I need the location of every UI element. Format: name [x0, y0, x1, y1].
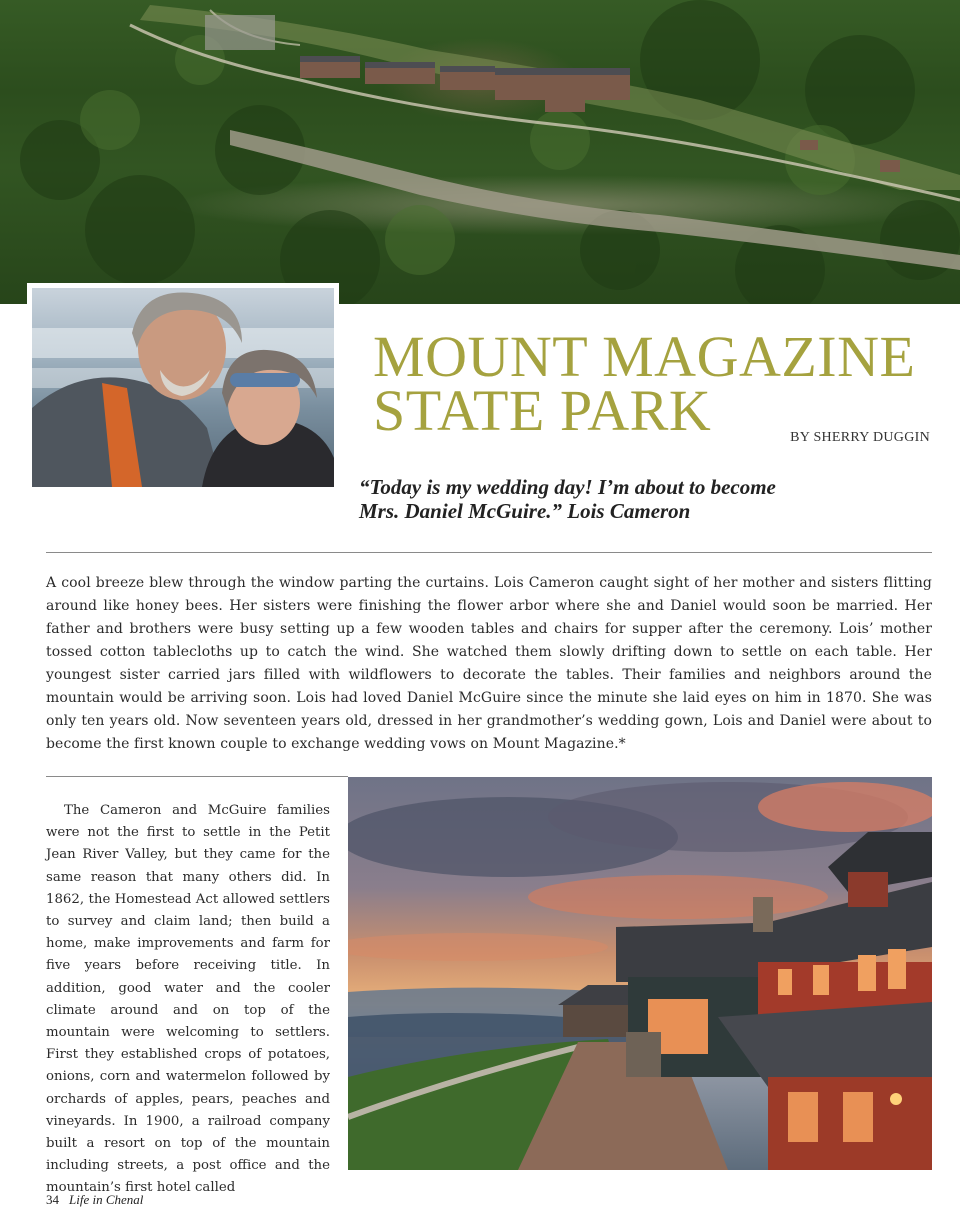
title-line-1: MOUNT MAGAZINE: [373, 324, 916, 389]
pull-quote: [359, 475, 879, 523]
aerial-photo-illustration: [0, 0, 960, 304]
lodge-sunset-photo: [348, 777, 932, 1170]
lodge-illustration: [348, 777, 932, 1170]
divider-top: [46, 552, 932, 553]
body-paragraph: The Cameron and McGuire families were not the first to settle in the Petit Jean River Valley, but they came for the same reason that many others did. In 1862, the Homestead Act allowed settlers to survey and claim land; then build a home, make improvements and farm for five years before receiving title. In addition, good water and the cooler climate around and on top of the mountain were welcoming to settlers. First they established crops of potatoes, onions, corn and watermelon followed by orchards of apples, pears, peaches and vineyards. In 1900, a railroad company built a resort on top of the mountain including streets, a post office and the mountain’s first hotel called: [46, 803, 330, 1196]
magazine-name: Life in Chenal: [69, 1192, 144, 1207]
aerial-photo: [0, 0, 960, 304]
intro-paragraph: A cool breeze blew through the window parting the curtains. Lois Cameron caught sight of her mother and sisters flitting around like honey bees. Her sisters were finishing the flower arbor where she and Daniel would soon be married. Her father and brothers were busy setting up a few wooden tables and chairs for supper after the ceremony. Lois’ mother tossed cotton tablecloths up to catch the wind. She watched them slowly drifting down to settle on each table. Her youngest sister carried jars filled with wildflowers to decorate the tables. Their families and neighbors around the mountain would be arriving soon. Lois had loved Daniel McGuire since the minute she laid eyes on him in 1870. She was only ten years old. Now seventeen years old, dressed in her grandmother’s wedding gown, Lois and Daniel were about to become the first known couple to exchange wedding vows on Mount Magazine.*: [46, 575, 932, 752]
couple-portrait-photo: [27, 283, 339, 492]
divider-column: [46, 776, 348, 777]
byline: BY SHERRY DUGGIN: [790, 430, 930, 445]
pull-quote-line-1: “Today is my wedding day! I’m about to become: [359, 475, 776, 499]
page-number: 34: [46, 1192, 59, 1207]
portrait-illustration: [32, 288, 334, 487]
pull-quote-line-2: Mrs. Daniel McGuire.” Lois Cameron: [359, 499, 691, 523]
title-line-2: STATE PARK: [373, 378, 712, 443]
page-footer: [46, 1192, 143, 1208]
